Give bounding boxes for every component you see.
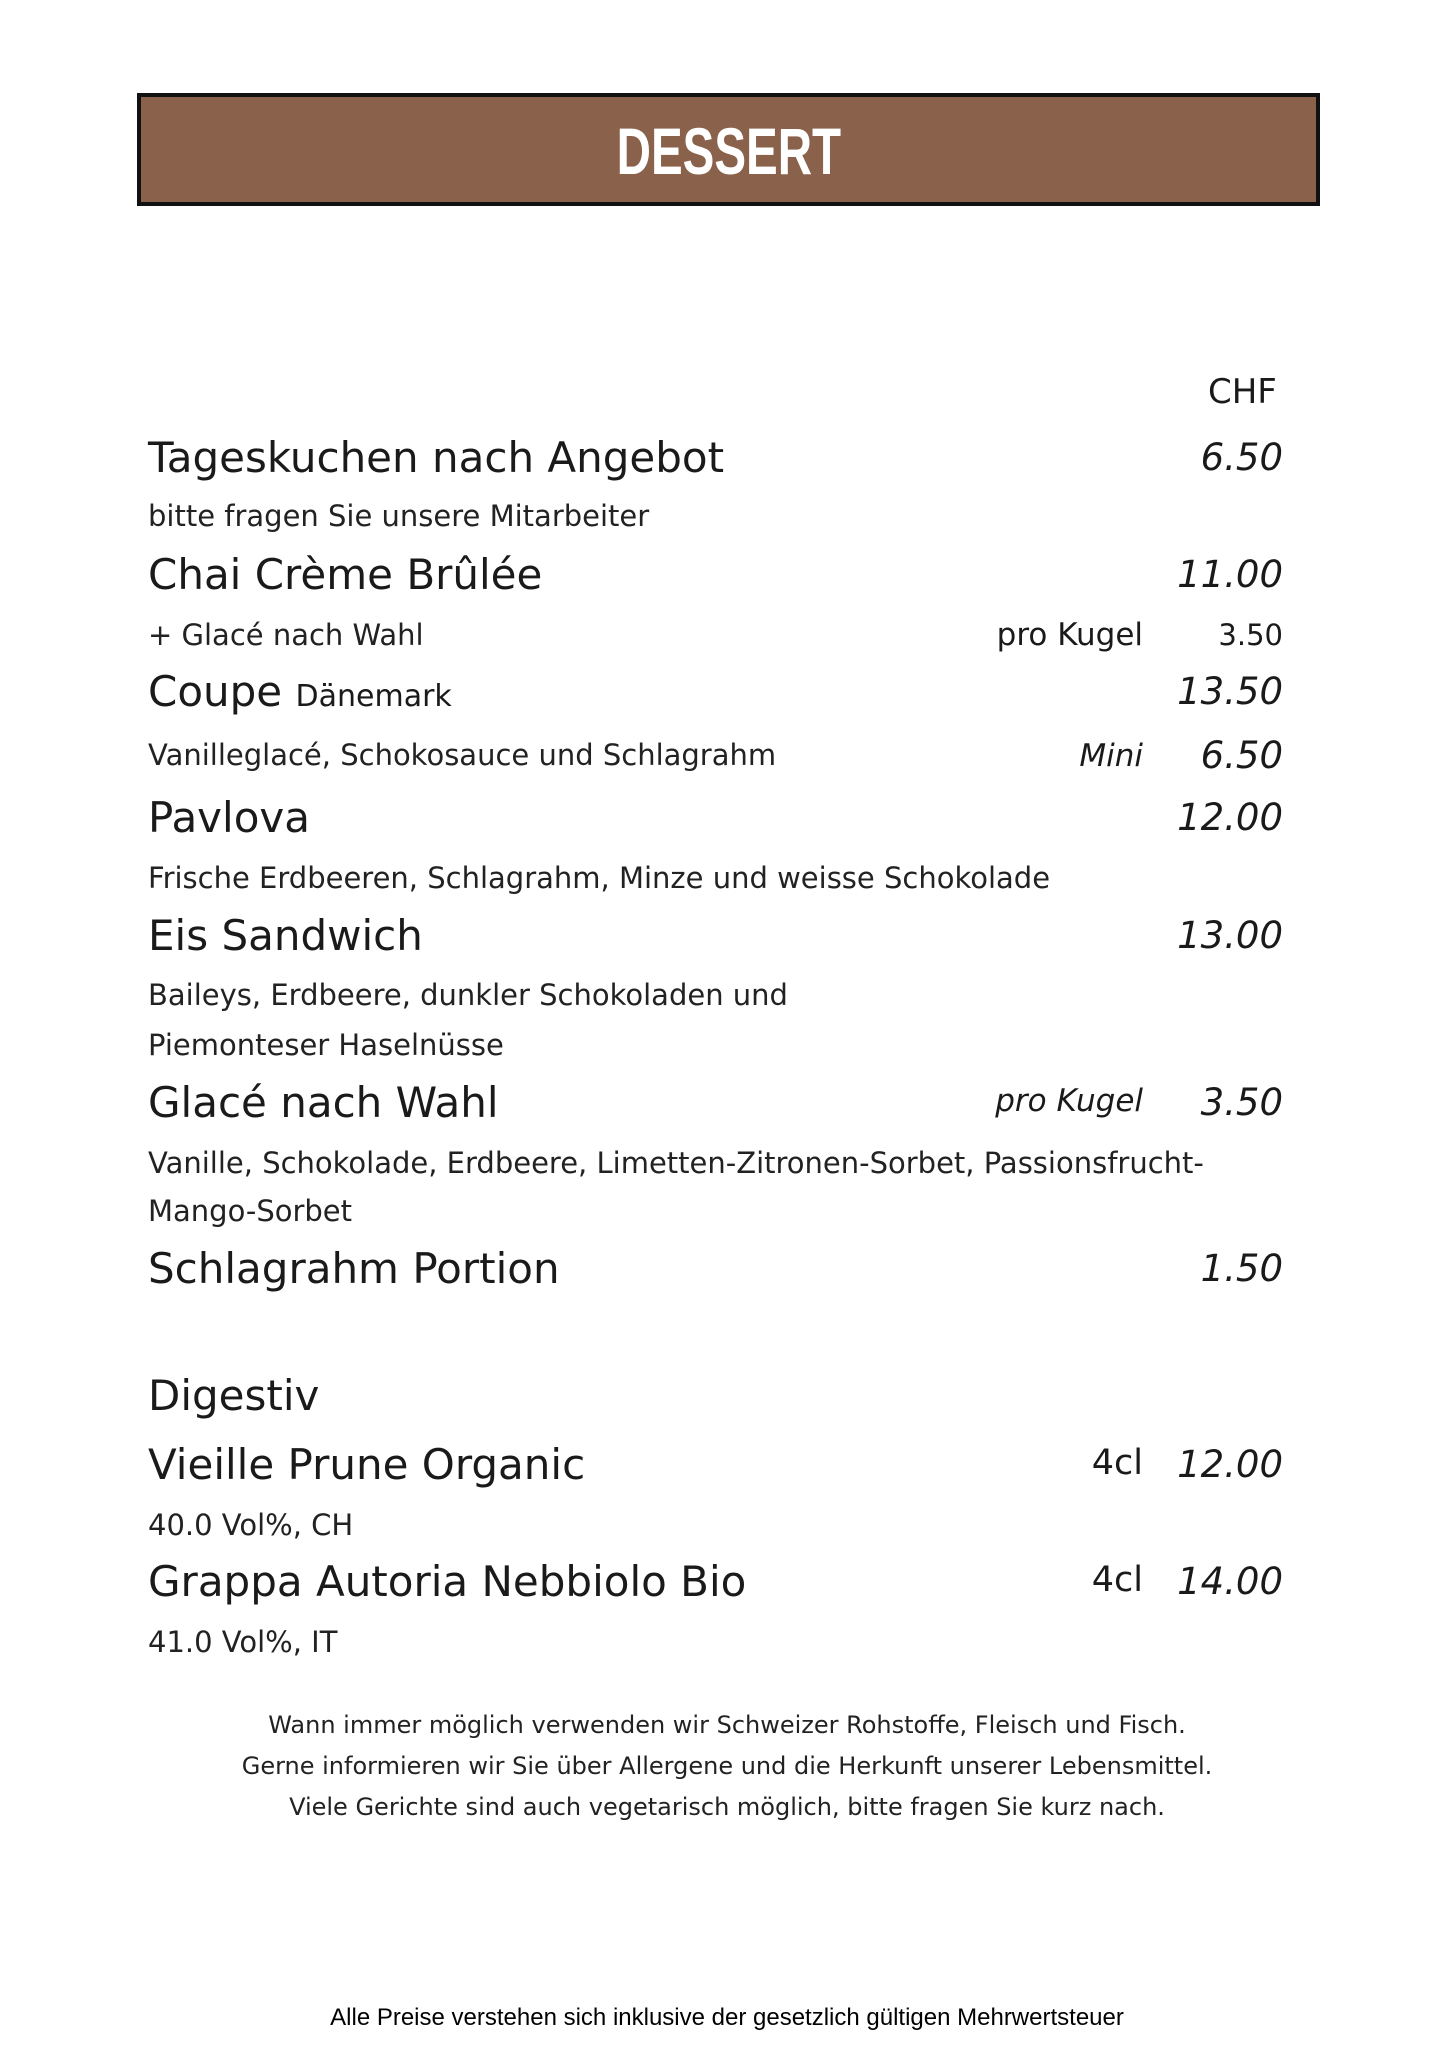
- item-description: Frische Erdbeeren, Schlagrahm, Minze und weisse Schokolade: [148, 861, 1051, 895]
- section-title: Digestiv: [148, 1371, 320, 1420]
- page-title: DESSERT: [616, 113, 841, 188]
- item-description-line: Vanille, Schokolade, Erdbeere, Limetten-Zitronen-Sorbet, Passionsfrucht-: [148, 1146, 1204, 1180]
- footer-note: Wann immer möglich verwenden wir Schweizer Rohstoffe, Fleisch und Fisch.: [268, 1711, 1186, 1739]
- item-name: Eis Sandwich: [148, 911, 423, 960]
- item-name: Pavlova: [148, 793, 310, 842]
- item-price: 3.50: [1200, 1081, 1283, 1124]
- item-description-line: Baileys, Erdbeere, dunkler Schokoladen und: [148, 978, 788, 1012]
- item-description: 40.0 Vol%, CH: [148, 1508, 354, 1542]
- title-banner: [137, 93, 1320, 206]
- item-price: 12.00: [1177, 796, 1283, 839]
- item-name: Grappa Autoria Nebbiolo Bio: [148, 1557, 747, 1606]
- item-price: 14.00: [1177, 1560, 1283, 1603]
- item-volume: 4cl: [1091, 1560, 1143, 1600]
- currency-label: CHF: [1208, 372, 1277, 412]
- item-price: 13.00: [1177, 914, 1283, 957]
- extra-label: + Glacé nach Wahl: [148, 618, 424, 652]
- item-description-line: Mango-Sorbet: [148, 1194, 353, 1228]
- footer-note: Viele Gerichte sind auch vegetarisch möglich, bitte fragen Sie kurz nach.: [289, 1793, 1165, 1821]
- item-name: Vieille Prune Organic: [148, 1440, 586, 1489]
- item-name: Schlagrahm Portion: [148, 1244, 560, 1293]
- item-price: 6.50: [1200, 436, 1283, 479]
- item-name: Chai Crème Brûlée: [148, 550, 543, 599]
- item-price: 12.00: [1177, 1443, 1283, 1486]
- item-name: Glacé nach Wahl: [148, 1078, 499, 1127]
- item-unit: pro Kugel: [995, 1083, 1143, 1119]
- mini-price: 6.50: [1200, 734, 1283, 777]
- item-name: Tageskuchen nach Angebot: [148, 433, 725, 482]
- extra-price: 3.50: [1218, 618, 1283, 652]
- item-volume: 4cl: [1091, 1443, 1143, 1483]
- mini-label: Mini: [1079, 738, 1143, 774]
- footer-note: Gerne informieren wir Sie über Allergene und die Herkunft unserer Lebensmittel.: [241, 1752, 1213, 1780]
- item-subname: Dänemark: [295, 679, 452, 714]
- extra-unit: pro Kugel: [996, 617, 1143, 653]
- vat-note: Alle Preise verstehen sich inklusive der gesetzlich gültigen Mehrwertsteuer: [330, 2004, 1124, 2031]
- item-price: 13.50: [1177, 670, 1283, 713]
- item-name-main: Coupe: [148, 667, 283, 716]
- item-price: 1.50: [1200, 1247, 1283, 1290]
- item-price: 11.00: [1177, 553, 1283, 596]
- item-description-line: Piemonteser Haselnüsse: [148, 1028, 504, 1062]
- item-description: Vanilleglacé, Schokosauce und Schlagrahm: [148, 738, 777, 772]
- item-description: bitte fragen Sie unsere Mitarbeiter: [148, 499, 650, 533]
- item-name: [148, 667, 452, 716]
- item-description: 41.0 Vol%, IT: [148, 1625, 338, 1659]
